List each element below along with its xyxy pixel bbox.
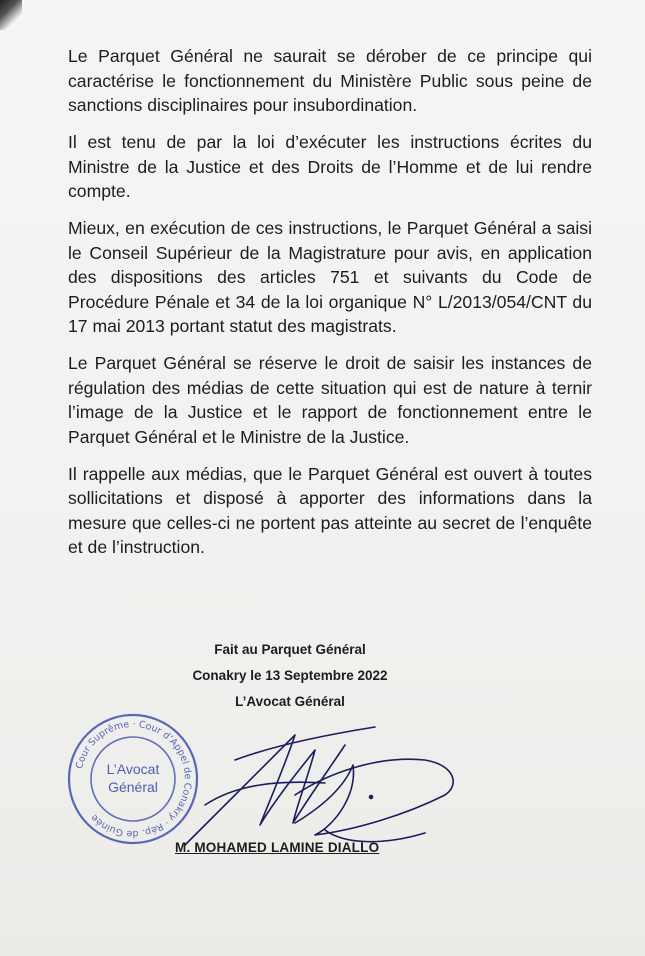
closing-role: L’Avocat Général <box>235 694 345 709</box>
document-body <box>68 44 592 572</box>
stamp-ring-text: Cour Suprême · Cour d’Appel de Conakry · Rép. de Guinée <box>74 718 194 840</box>
stamp-center-text-2: Général <box>108 779 158 795</box>
paragraph-4: Le Parquet Général se réserve le droit de saisir les instances de régulation des médias de cette situation qui est de nature à ternir l’image de la Justice et le rapport de fonctionnement entre le Parquet Général et le Ministre de la Justice. <box>68 353 592 447</box>
stamp-center-text-1: L’Avocat <box>106 761 160 777</box>
paragraph-2: Il est tenu de par la loi d’exécuter les instructions écrites du Ministre de la Justice et des Droits de l’Homme et de lui rendre compte. <box>68 132 592 201</box>
paragraph-3: Mieux, en exécution de ces instructions, le Parquet Général a saisi le Conseil Supérieur de la Magistrature pour avis, en application des dispositions des articles 751 et suivants du Code de Procédure Pénale et 34 de la loi organique N° L/2013/054/CNT du 17 mai 2013 portant statut des magistrats. <box>68 218 592 336</box>
signer-name: M. MOHAMED LAMINE DIALLO <box>175 840 380 855</box>
closing-block <box>160 637 420 715</box>
closing-place: Fait au Parquet Général <box>214 642 366 657</box>
paragraph-1: Le Parquet Général ne saurait se dérober de ce principe qui caractérise le fonctionnement du Ministère Public sous peine de sanctions disciplinaires pour insubordination. <box>68 46 592 115</box>
handwritten-signature <box>175 705 465 855</box>
page-corner-shadow <box>0 0 22 30</box>
paragraph-5: Il rappelle aux médias, que le Parquet Général est ouvert à toutes sollicitations et disposé à apporter des informations dans la mesure que celles-ci ne portent pas atteinte au secret de l’enquête et de l’instruction. <box>68 463 592 557</box>
closing-date: Conakry le 13 Septembre 2022 <box>192 668 388 683</box>
